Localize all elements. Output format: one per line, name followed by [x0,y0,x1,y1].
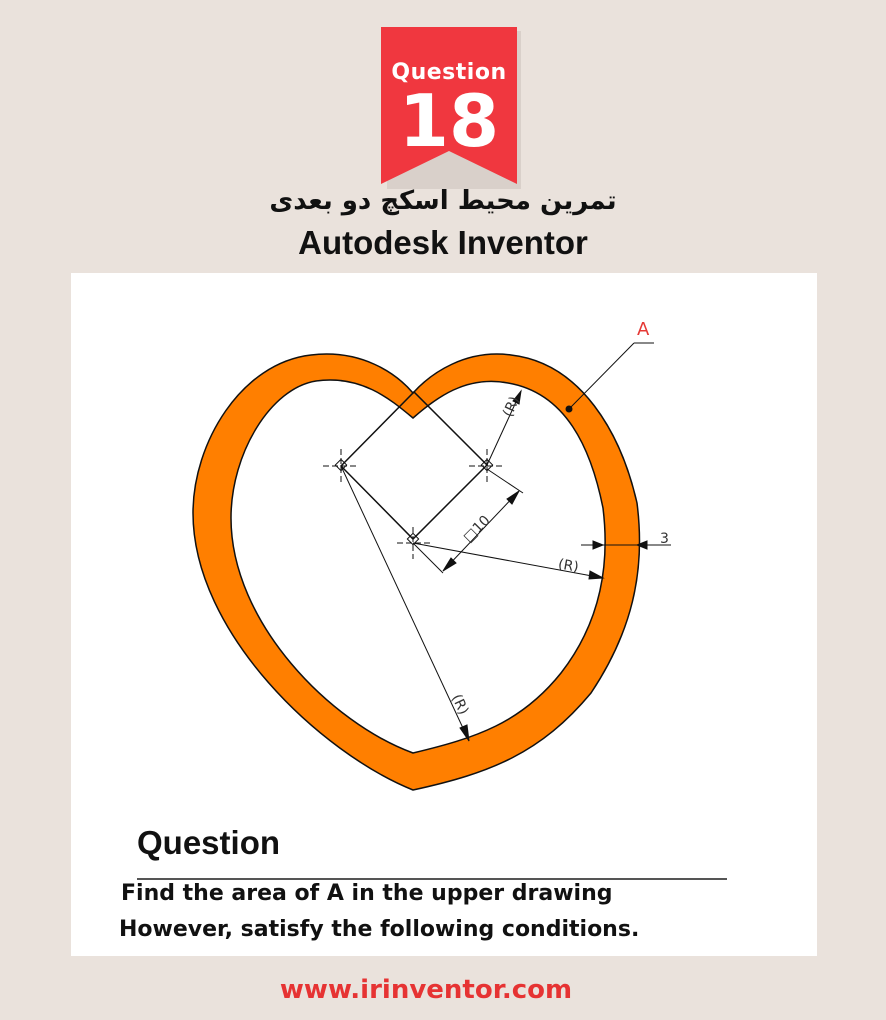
dim-thickness: 3 [660,531,669,547]
question-badge [381,27,522,190]
dim-radius-right: (R) [556,556,580,576]
website-link[interactable]: www.irinventor.com [279,975,573,1005]
construction-marks [323,449,505,559]
drawing-panel [71,273,817,956]
dim-radius-bottom: (R) [448,691,472,718]
divider [137,878,727,880]
dim-square: □10 [460,512,494,546]
question-heading: Question [137,824,281,861]
page-title: Autodesk Inventor [298,224,588,261]
badge-label: Question [391,60,507,85]
region-label: A [637,319,650,340]
question-line-1: Find the area of A in the upper drawing [121,881,613,906]
question-line-2: However, satisfy the following conditions. [119,917,640,942]
persian-subtitle: تمرین محیط اسکچ دو بعدی [269,186,617,216]
badge-number: 18 [398,79,500,163]
dim-radius-top: (R) [500,394,524,420]
